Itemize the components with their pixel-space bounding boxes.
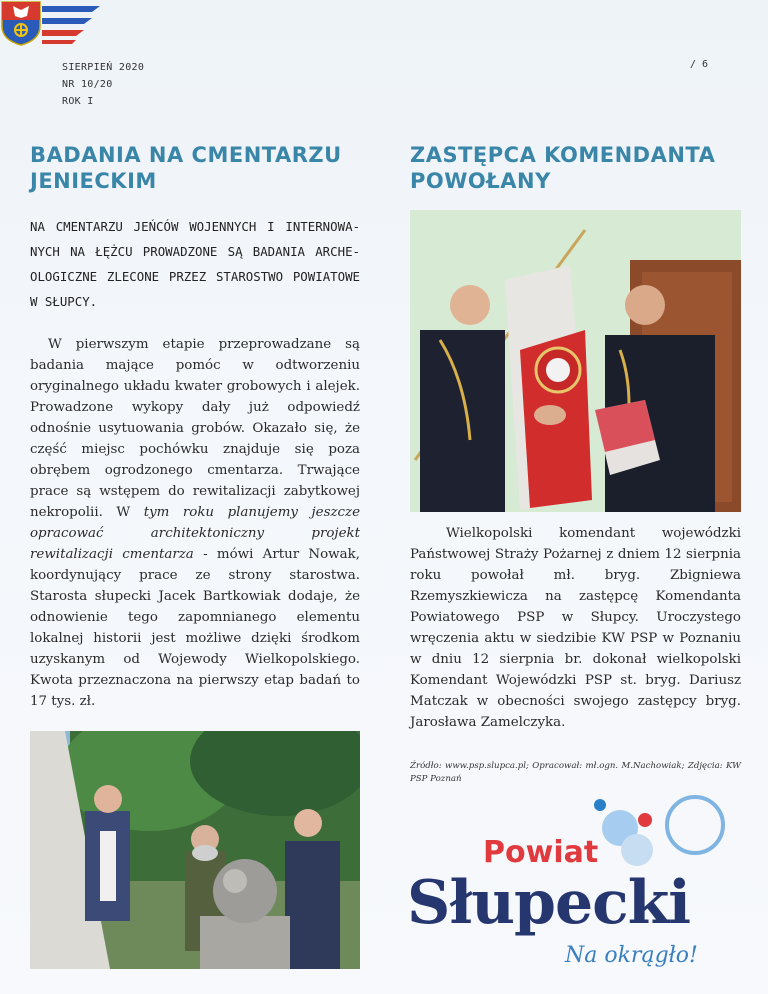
article-left-quote: tym roku planujemy jeszcze opracować architektoniczny projekt rewitalizacji cmentarza — [30, 505, 360, 562]
logo-slogan: Na okrągło! — [565, 943, 698, 968]
issue-year: ROK I — [62, 96, 94, 107]
ceremony-photo — [410, 210, 741, 512]
photo-credit: Źródło: www.psp.slupca.pl; Opracował: mł.ogn. M.Nachowiak; Zdjęcia: KW PSP Poznań — [410, 761, 741, 784]
issue-date: SIERPIEŃ 2020 — [62, 62, 145, 73]
article-left — [30, 142, 360, 712]
issue-number: NR 10/20 — [62, 79, 113, 90]
article-left-body-p1: W pierwszym etapie przeprowadzane są badania mające pomóc w odtworzeniu oryginalnego układu kwater grobowych i alejek. Prowadzone wykopy dały już odpowiedź odnośnie usytuowania grobów. Okazało się, że część miejsc pochówku znajduje się poza obrębem ogrodzonego cmentarza. Trwające prace są wstępem do rewitalizacji zabytkowej nekropolii. W — [30, 337, 360, 520]
issue-meta — [62, 59, 144, 110]
logo-powiat-text: Powiat — [483, 835, 599, 870]
article-left-body-p2: - mówi Artur Nowak, koordynujący prace ze strony starostwa. Starosta słupecki Jacek Bartkowiak dodaje, że odnowienie tego zapomnianego elementu lokalnej historii jest możliwe dzięki środkom uzyskanym od Wojewody Wielkopolskiego. Kwota przeznaczona na pierwszy etap badań to 17 tys. zł. — [30, 547, 360, 709]
cemetery-photo — [30, 731, 360, 969]
article-left-body — [30, 334, 360, 712]
article-left-lead: NA CMENTARZU JEŃCÓW WOJENNYCH I INTERNOWANYCH NA ŁĘŻCU PROWADZONE SĄ BADANIA ARCHEOLOGICZNE ZLECONE PRZEZ STAROSTWO POWIATOWE W SŁUPCY. — [30, 219, 360, 309]
article-left-headline: BADANIA NA CMENTARZU JENIECKIM — [30, 143, 342, 193]
article-right-headline: ZASTĘPCA KOMENDANTA POWOŁANY — [410, 143, 716, 193]
logo-slupecki-text: Słupecki — [407, 868, 691, 938]
article-right — [410, 142, 742, 194]
coat-of-arms-icon — [0, 0, 42, 46]
powiat-slupecki-logo — [405, 790, 745, 980]
page-number: / 6 — [690, 59, 709, 70]
article-right-body: Wielkopolski komendant wojewódzki Państwowej Straży Pożarnej z dniem 12 sierpnia roku powołał mł. bryg. Zbigniewa Rzemyszkiewicza na zastępcę Komendanta Powiatowego PSP w Słupcy. Uroczystego wręczenia aktu w siedzibie KW PSP w Poznaniu w dniu 12 sierpnia br. dokonał wielkopolski Komendant Wojewódzki PSP st. bryg. Dariusz Matczak w obecności swojego zastępcy bryg. Jarosława Zamelczyka. — [410, 526, 741, 730]
header-stripes-decoration — [42, 4, 100, 44]
